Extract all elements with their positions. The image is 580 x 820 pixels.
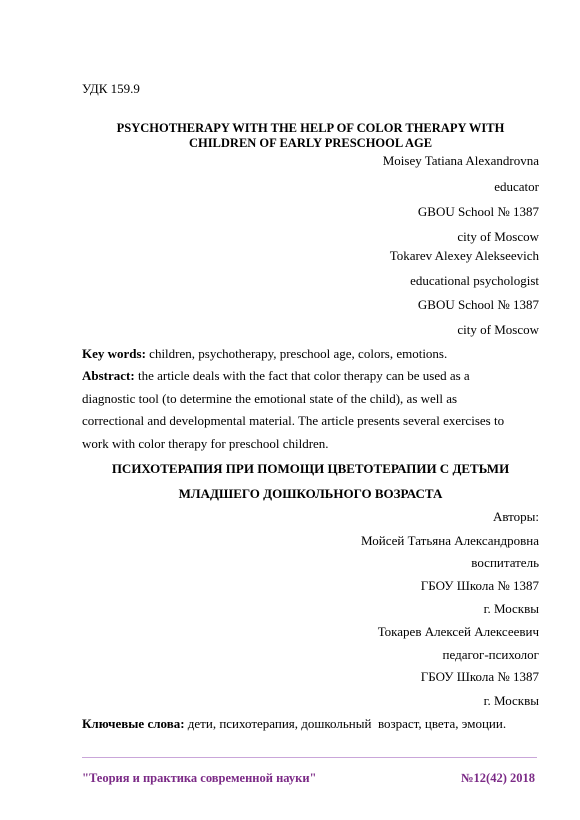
author-en-name-2: Tokarev Alexey Alekseevich — [389, 248, 539, 263]
abstract-en-label: Abstract: — [82, 368, 135, 383]
author-en-city-2: city of Moscow — [457, 322, 539, 337]
abstract-en-text-1: the article deals with the fact that color therapy can be used as a — [134, 368, 470, 383]
author-ru-position-1: воспитатель — [471, 555, 539, 570]
keywords-en-label: Key words: — [82, 346, 146, 361]
title-ru-line-2: МЛАДШЕГО ДОШКОЛЬНОГО ВОЗРАСТА — [178, 486, 443, 501]
abstract-en-line-3: correctional and developmental material. The article presents several exercises to — [82, 413, 505, 428]
author-ru-position-2: педагог-психолог — [442, 647, 539, 662]
abstract-en-line-2: diagnostic tool (to determine the emotional state of the child), as well as — [82, 391, 458, 406]
title-en-line-1: PSYCHOTHERAPY WITH THE HELP OF COLOR THERAPY WITH — [116, 121, 505, 135]
keywords-en — [82, 345, 447, 362]
author-ru-school-1: ГБОУ Школа № 1387 — [420, 578, 539, 593]
author-en-city-1: city of Moscow — [457, 229, 539, 244]
footer-issue-number: №12(42) 2018 — [460, 771, 535, 785]
keywords-en-text: children, psychotherapy, preschool age, colors, emotions. — [145, 346, 448, 361]
author-en-position-2: educational psychologist — [410, 273, 539, 288]
author-en-school-2: GBOU School № 1387 — [417, 297, 539, 312]
udk-code: УДК 159.9 — [82, 81, 140, 96]
author-en-position-1: educator — [494, 179, 539, 194]
author-ru-school-2: ГБОУ Школа № 1387 — [420, 669, 539, 684]
author-en-name-1: Moisey Tatiana Alexandrovna — [382, 153, 539, 168]
footer-divider — [82, 757, 537, 758]
author-ru-city-1: г. Москвы — [483, 601, 539, 616]
author-en-school-1: GBOU School № 1387 — [417, 204, 539, 219]
title-ru-line-1: ПСИХОТЕРАПИЯ ПРИ ПОМОЩИ ЦВЕТОТЕРАПИИ С ДЕТЬМИ — [111, 461, 510, 476]
author-ru-name-2: Токарев Алексей Алексеевич — [377, 624, 539, 639]
keywords-ru — [82, 715, 506, 732]
title-en-line-2: CHILDREN OF EARLY PRESCHOOL AGE — [188, 136, 433, 150]
footer-journal-name: "Теория и практика современной науки" — [82, 771, 317, 785]
authors-ru-label: Авторы: — [492, 509, 539, 524]
keywords-ru-text: дети, психотерапия, дошкольный возраст, цвета, эмоции. — [184, 716, 507, 731]
author-ru-city-2: г. Москвы — [483, 693, 539, 708]
keywords-ru-label: Ключевые слова: — [82, 716, 185, 731]
abstract-en-line-1 — [82, 367, 470, 384]
author-ru-name-1: Мойсей Татьяна Александровна — [361, 533, 539, 548]
abstract-en-line-4: work with color therapy for preschool children. — [82, 436, 329, 451]
